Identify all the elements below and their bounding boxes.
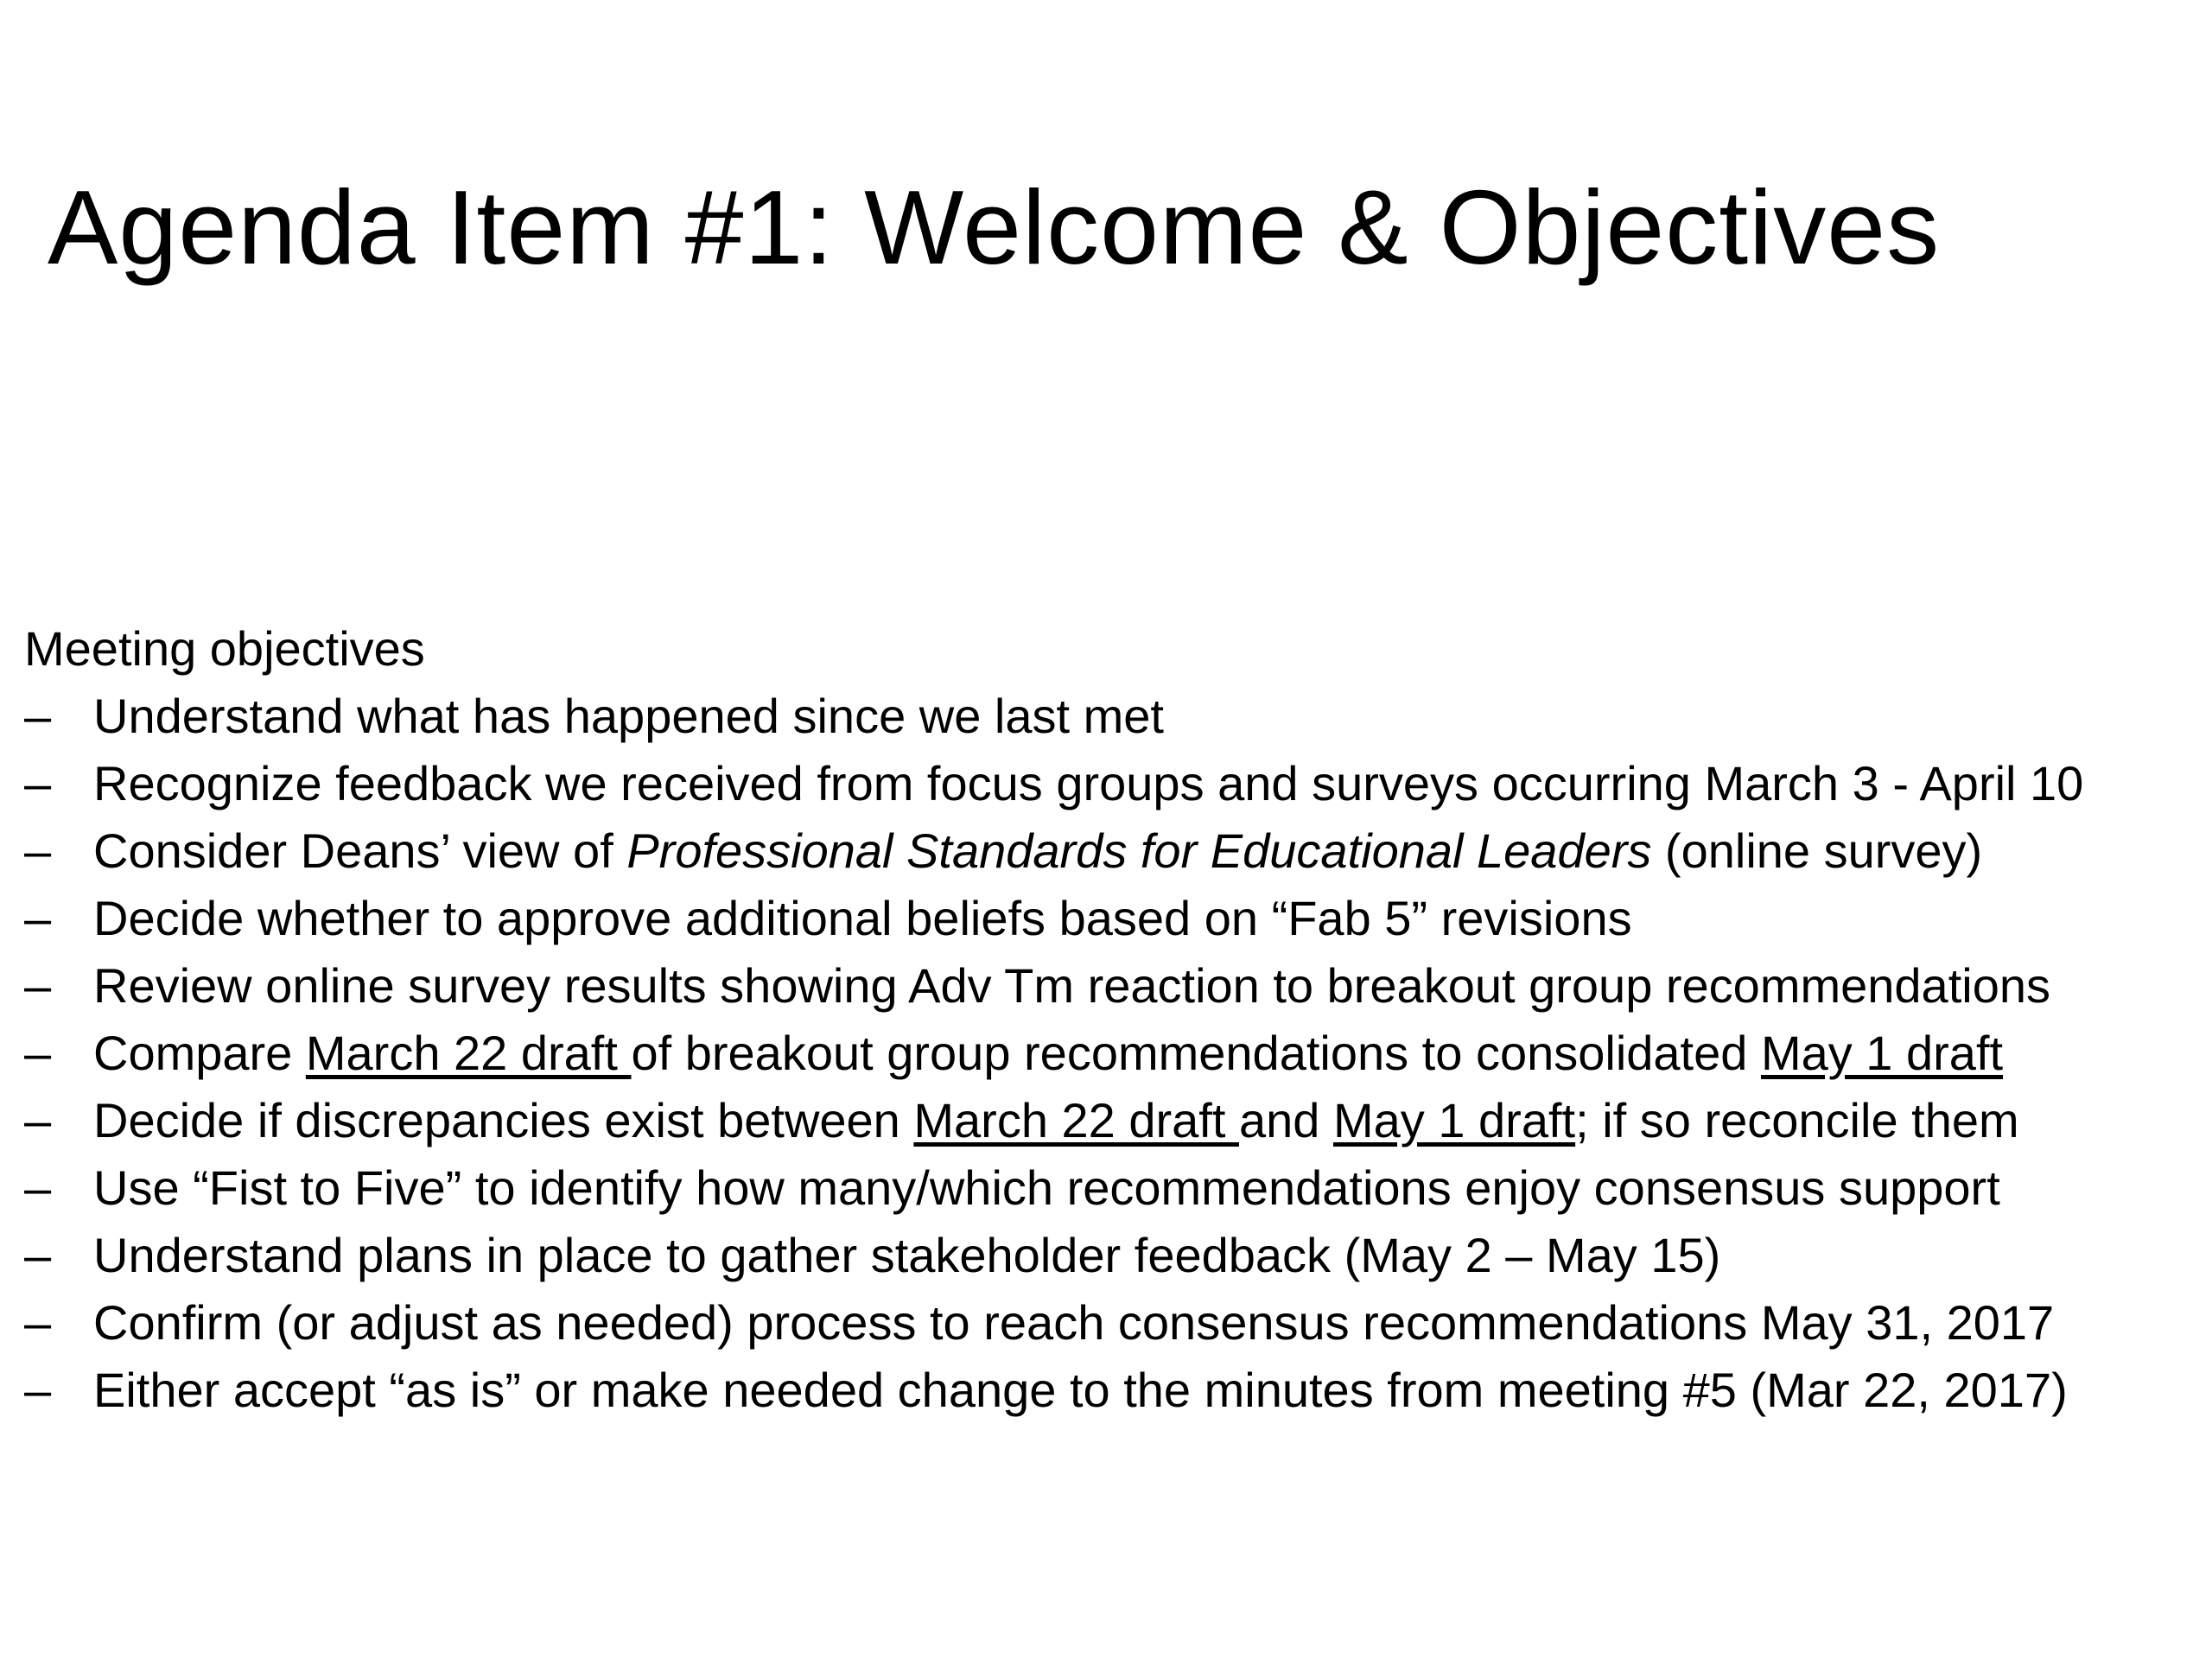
dash-bullet: – — [24, 1295, 52, 1350]
objective-item — [24, 885, 2193, 952]
objective-item — [24, 750, 2193, 817]
objective-item — [24, 1087, 2193, 1154]
dash-bullet: – — [24, 1228, 52, 1282]
dash-bullet: – — [24, 689, 52, 743]
dash-bullet: – — [24, 823, 52, 878]
dash-bullet: – — [24, 756, 52, 810]
march-22-draft-link[interactable]: March 22 draft — [913, 1093, 1239, 1147]
objective-text: Confirm (or adjust as needed) process to reach consensus recommendations May 31, 2017 — [93, 1295, 2055, 1350]
objective-text-part: ; if so reconcile them — [1575, 1093, 2019, 1147]
objective-text — [93, 1087, 2019, 1154]
objective-text: Use “Fist to Five” to identify how many/which recommendations enjoy consensus support — [93, 1160, 2000, 1215]
dash-bullet: – — [24, 891, 52, 945]
objective-text — [93, 817, 1982, 885]
dash-bullet: – — [24, 958, 52, 1013]
dash-bullet: – — [24, 1093, 52, 1147]
publication-title: Professional Standards for Educational Leaders — [626, 823, 1652, 878]
objective-item — [24, 1222, 2193, 1289]
objective-text-part: and — [1238, 1093, 1333, 1147]
objective-item — [24, 1154, 2193, 1222]
objective-text: Understand what has happened since we last met — [93, 689, 1164, 743]
dash-bullet: – — [24, 1363, 52, 1417]
slide-title: Agenda Item #1: Welcome & Objectives — [48, 168, 1941, 286]
objective-text: Review online survey results showing Adv Tm reaction to breakout group recommendations — [93, 958, 2050, 1013]
dash-bullet: – — [24, 1026, 52, 1080]
objective-text: Understand plans in place to gather stakeholder feedback (May 2 – May 15) — [93, 1228, 1721, 1282]
may-1-draft-link[interactable]: May 1 draft — [1332, 1093, 1576, 1147]
objective-text: Either accept “as is” or make needed change to the minutes from meeting #5 (Mar 22, 2017) — [93, 1363, 2068, 1417]
objective-text — [93, 1020, 2003, 1087]
objective-item — [24, 817, 2193, 885]
objective-item — [24, 952, 2193, 1020]
objective-text-part: Compare — [93, 1026, 306, 1080]
objective-text: Decide whether to approve additional beliefs based on “Fab 5” revisions — [93, 891, 1632, 945]
objectives-heading: Meeting objectives — [24, 621, 425, 676]
objectives-section — [24, 615, 2193, 1424]
objective-item — [24, 683, 2193, 750]
objective-item — [24, 1289, 2193, 1357]
objective-item — [24, 1020, 2193, 1087]
objective-item — [24, 1357, 2193, 1424]
objective-text-part: (online survey) — [1651, 823, 1983, 878]
objective-text: Recognize feedback we received from focus groups and surveys occurring March 3 - April 10 — [93, 756, 2084, 810]
objective-text-part: Decide if discrepancies exist between — [93, 1093, 914, 1147]
objectives-list — [24, 683, 2193, 1424]
objective-text-part: of breakout group recommendations to consolidated — [631, 1026, 1761, 1080]
objective-text-part: Consider Deans’ view of — [93, 823, 627, 878]
may-1-draft-link[interactable]: May 1 draft — [1760, 1026, 2004, 1080]
dash-bullet: – — [24, 1160, 52, 1215]
march-22-draft-link[interactable]: March 22 draft — [305, 1026, 632, 1080]
